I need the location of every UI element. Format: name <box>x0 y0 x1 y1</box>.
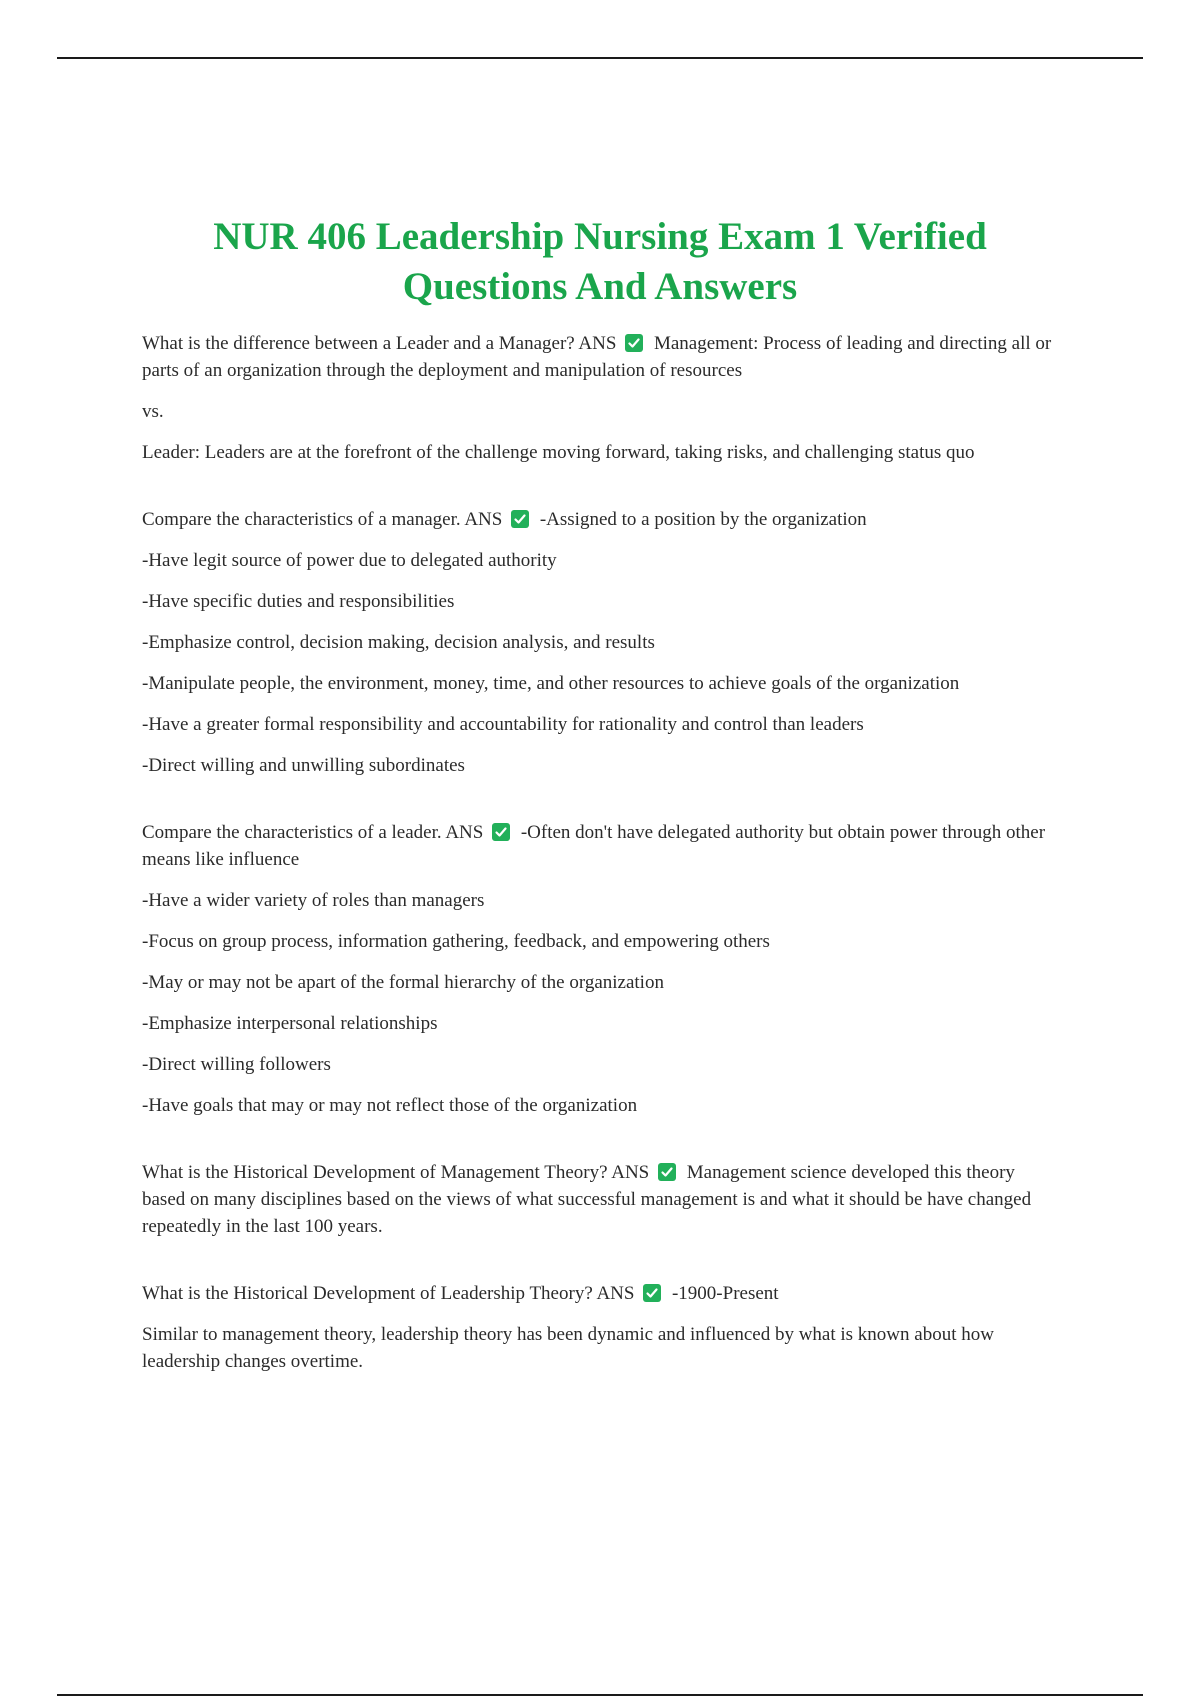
qa-item-5 <box>142 1280 1062 1375</box>
check-mark-icon <box>511 510 529 528</box>
answer-line: -Emphasize control, decision making, decision analysis, and results <box>142 632 655 653</box>
title-line-2: Questions And Answers <box>402 265 798 308</box>
qa-question-line <box>142 330 1062 384</box>
document-title <box>140 212 1060 312</box>
answer-text: -Assigned to a position by the organization <box>539 509 867 530</box>
qa-item-4 <box>142 1159 1062 1240</box>
answer-line: -Direct willing followers <box>142 1054 331 1075</box>
answer-text: -Often don't have delegated authority but obtain power through other means like influence <box>142 822 1046 870</box>
qa-item-3 <box>142 819 1062 1119</box>
title-line-1: NUR 406 Leadership Nursing Exam 1 Verified <box>213 215 987 258</box>
answer-line: -Have a wider variety of roles than managers <box>142 890 485 911</box>
qa-question-line <box>142 1280 1062 1307</box>
qa-question-line <box>142 819 1062 873</box>
answer-line: -Have goals that may or may not reflect those of the organization <box>142 1095 638 1116</box>
question-text: What is the difference between a Leader and a Manager? ANS <box>142 333 617 354</box>
answer-line: -Manipulate people, the environment, money, time, and other resources to achieve goals of the organization <box>142 673 960 694</box>
answer-line: -Direct willing and unwilling subordinates <box>142 755 465 776</box>
check-mark-icon <box>643 1284 661 1302</box>
check-mark-icon <box>492 823 510 841</box>
answer-line: -Have legit source of power due to delegated authority <box>142 550 557 571</box>
qa-content <box>142 330 1062 1389</box>
qa-question-line <box>142 506 1062 533</box>
answer-line: Leader: Leaders are at the forefront of the challenge moving forward, taking risks, and challenging status quo <box>142 442 975 463</box>
answer-text: Management science developed this theory based on many disciplines based on the views of what successful management is and what it should be have changed repeatedly in the last 100 years. <box>142 1162 1032 1237</box>
answer-line: -Have specific duties and responsibilities <box>142 591 455 612</box>
question-text: Compare the characteristics of a manager. ANS <box>142 509 503 530</box>
qa-item-2 <box>142 506 1062 779</box>
check-mark-icon <box>625 334 643 352</box>
question-text: What is the Historical Development of Management Theory? ANS <box>142 1162 650 1183</box>
answer-line: vs. <box>142 401 164 422</box>
question-text: Compare the characteristics of a leader. ANS <box>142 822 484 843</box>
question-text: What is the Historical Development of Leadership Theory? ANS <box>142 1283 635 1304</box>
answer-line: -Focus on group process, information gathering, feedback, and empowering others <box>142 931 770 952</box>
qa-question-line <box>142 1159 1062 1240</box>
qa-item-1 <box>142 330 1062 466</box>
answer-line: -Have a greater formal responsibility and accountability for rationality and control than leaders <box>142 714 864 735</box>
check-mark-icon <box>658 1163 676 1181</box>
answer-line: -Emphasize interpersonal relationships <box>142 1013 438 1034</box>
bottom-rule <box>57 1694 1143 1696</box>
answer-line: -May or may not be apart of the formal hierarchy of the organization <box>142 972 664 993</box>
answer-text: -1900-Present <box>671 1283 779 1304</box>
answer-text: Management: Process of leading and directing all or parts of an organization through the deployment and manipulation of resources <box>142 333 1052 381</box>
answer-line: Similar to management theory, leadership theory has been dynamic and influenced by what is known about how leadership changes overtime. <box>142 1324 994 1372</box>
top-rule <box>57 57 1143 59</box>
